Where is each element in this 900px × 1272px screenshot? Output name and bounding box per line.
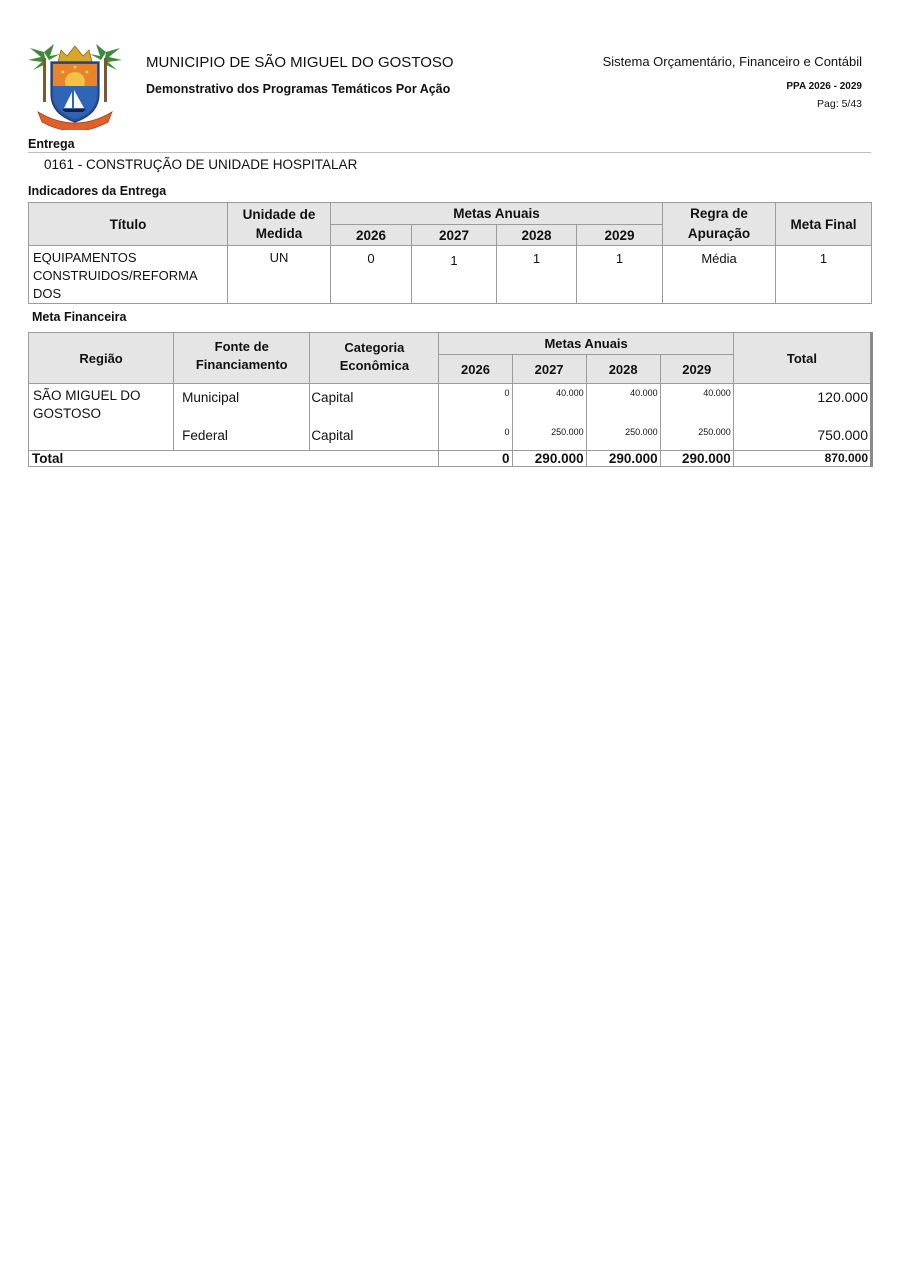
cell-line: SÃO MIGUEL DO	[33, 388, 141, 403]
table-row	[29, 384, 872, 424]
col-header-metas-anuais: Metas Anuais	[331, 203, 663, 225]
col-header-metas-anuais: Metas Anuais	[439, 333, 733, 355]
cell-line: GOSTOSO	[33, 406, 102, 421]
value-cell: 250.000	[512, 423, 586, 450]
regiao-cell	[29, 384, 174, 424]
col-header-year: 2026	[331, 225, 412, 246]
total-cell: 120.000	[733, 384, 871, 424]
total-cell: 750.000	[733, 423, 871, 450]
value-cell: 1	[412, 246, 497, 304]
regiao-cell	[29, 423, 174, 450]
col-header-regra	[663, 203, 776, 246]
total-label: Total	[29, 450, 439, 466]
total-value-cell: 290.000	[512, 450, 586, 466]
header-line: Unidade de	[242, 207, 316, 222]
municipality-name: MUNICIPIO DE SÃO MIGUEL DO GOSTOSO	[146, 54, 454, 71]
total-value-cell: 290.000	[586, 450, 660, 466]
system-name: Sistema Orçamentário, Financeiro e Contábil	[602, 54, 862, 69]
value-cell: 0	[439, 384, 512, 424]
report-subtitle: Demonstrativo dos Programas Temáticos Por Ação	[146, 82, 451, 96]
municipal-coat-of-arms-logo	[28, 42, 122, 130]
col-header-total: Total	[733, 333, 871, 384]
entrega-heading: Entrega	[28, 137, 75, 151]
value-cell: 40.000	[512, 384, 586, 424]
meta-financeira-table	[28, 332, 873, 467]
indicator-title-cell	[29, 246, 228, 304]
entrega-item: 0161 - CONSTRUÇÃO DE UNIDADE HOSPITALAR	[44, 157, 358, 172]
header-line: Regra de	[690, 206, 748, 221]
col-header-year: 2028	[586, 355, 660, 384]
value-cell: 250.000	[586, 423, 660, 450]
header-line: Financiamento	[195, 357, 288, 372]
col-header-year: 2029	[577, 225, 663, 246]
cell-line: EQUIPAMENTOS	[33, 250, 137, 265]
value-cell: 250.000	[660, 423, 733, 450]
header-line: Econômica	[339, 358, 410, 373]
table-row	[29, 423, 872, 450]
fonte-cell: Federal	[174, 423, 310, 450]
regra-cell: Média	[663, 246, 776, 304]
col-header-categoria	[310, 333, 439, 384]
total-value-cell: 0	[439, 450, 512, 466]
meta-financeira-heading: Meta Financeira	[32, 310, 127, 324]
header-line: Medida	[255, 226, 303, 241]
value-cell: 1	[497, 246, 577, 304]
unidade-cell: UN	[228, 246, 331, 304]
page-number: Pag: 5/43	[817, 98, 862, 110]
col-header-year: 2028	[497, 225, 577, 246]
col-header-year: 2027	[412, 225, 497, 246]
col-header-titulo: Título	[29, 203, 228, 246]
categoria-cell: Capital	[310, 384, 439, 424]
col-header-fonte	[174, 333, 310, 384]
header-line: Categoria	[344, 340, 405, 355]
header-line: Fonte de	[214, 339, 269, 354]
cell-line: CONSTRUIDOS/REFORMA	[33, 268, 198, 283]
indicadores-heading: Indicadores da Entrega	[28, 184, 167, 198]
grand-total-cell: 870.000	[733, 450, 871, 466]
cell-line: DOS	[33, 286, 62, 301]
header-line: Apuração	[687, 226, 751, 241]
ppa-period: PPA 2026 - 2029	[786, 81, 862, 92]
indicadores-table	[28, 202, 872, 304]
categoria-cell: Capital	[310, 423, 439, 450]
fonte-cell: Municipal	[174, 384, 310, 424]
total-row	[29, 450, 872, 466]
value-cell: 1	[577, 246, 663, 304]
table-row	[29, 246, 872, 304]
col-header-regiao: Região	[29, 333, 174, 384]
value-cell: 40.000	[586, 384, 660, 424]
section-divider	[28, 152, 871, 153]
col-header-year: 2026	[439, 355, 512, 384]
col-header-year: 2029	[660, 355, 733, 384]
total-value-cell: 290.000	[660, 450, 733, 466]
col-header-meta-final: Meta Final	[776, 203, 872, 246]
col-header-year: 2027	[512, 355, 586, 384]
value-cell: 0	[331, 246, 412, 304]
value-cell: 0	[439, 423, 512, 450]
col-header-unidade	[228, 203, 331, 246]
meta-final-cell: 1	[776, 246, 872, 304]
value-cell: 40.000	[660, 384, 733, 424]
